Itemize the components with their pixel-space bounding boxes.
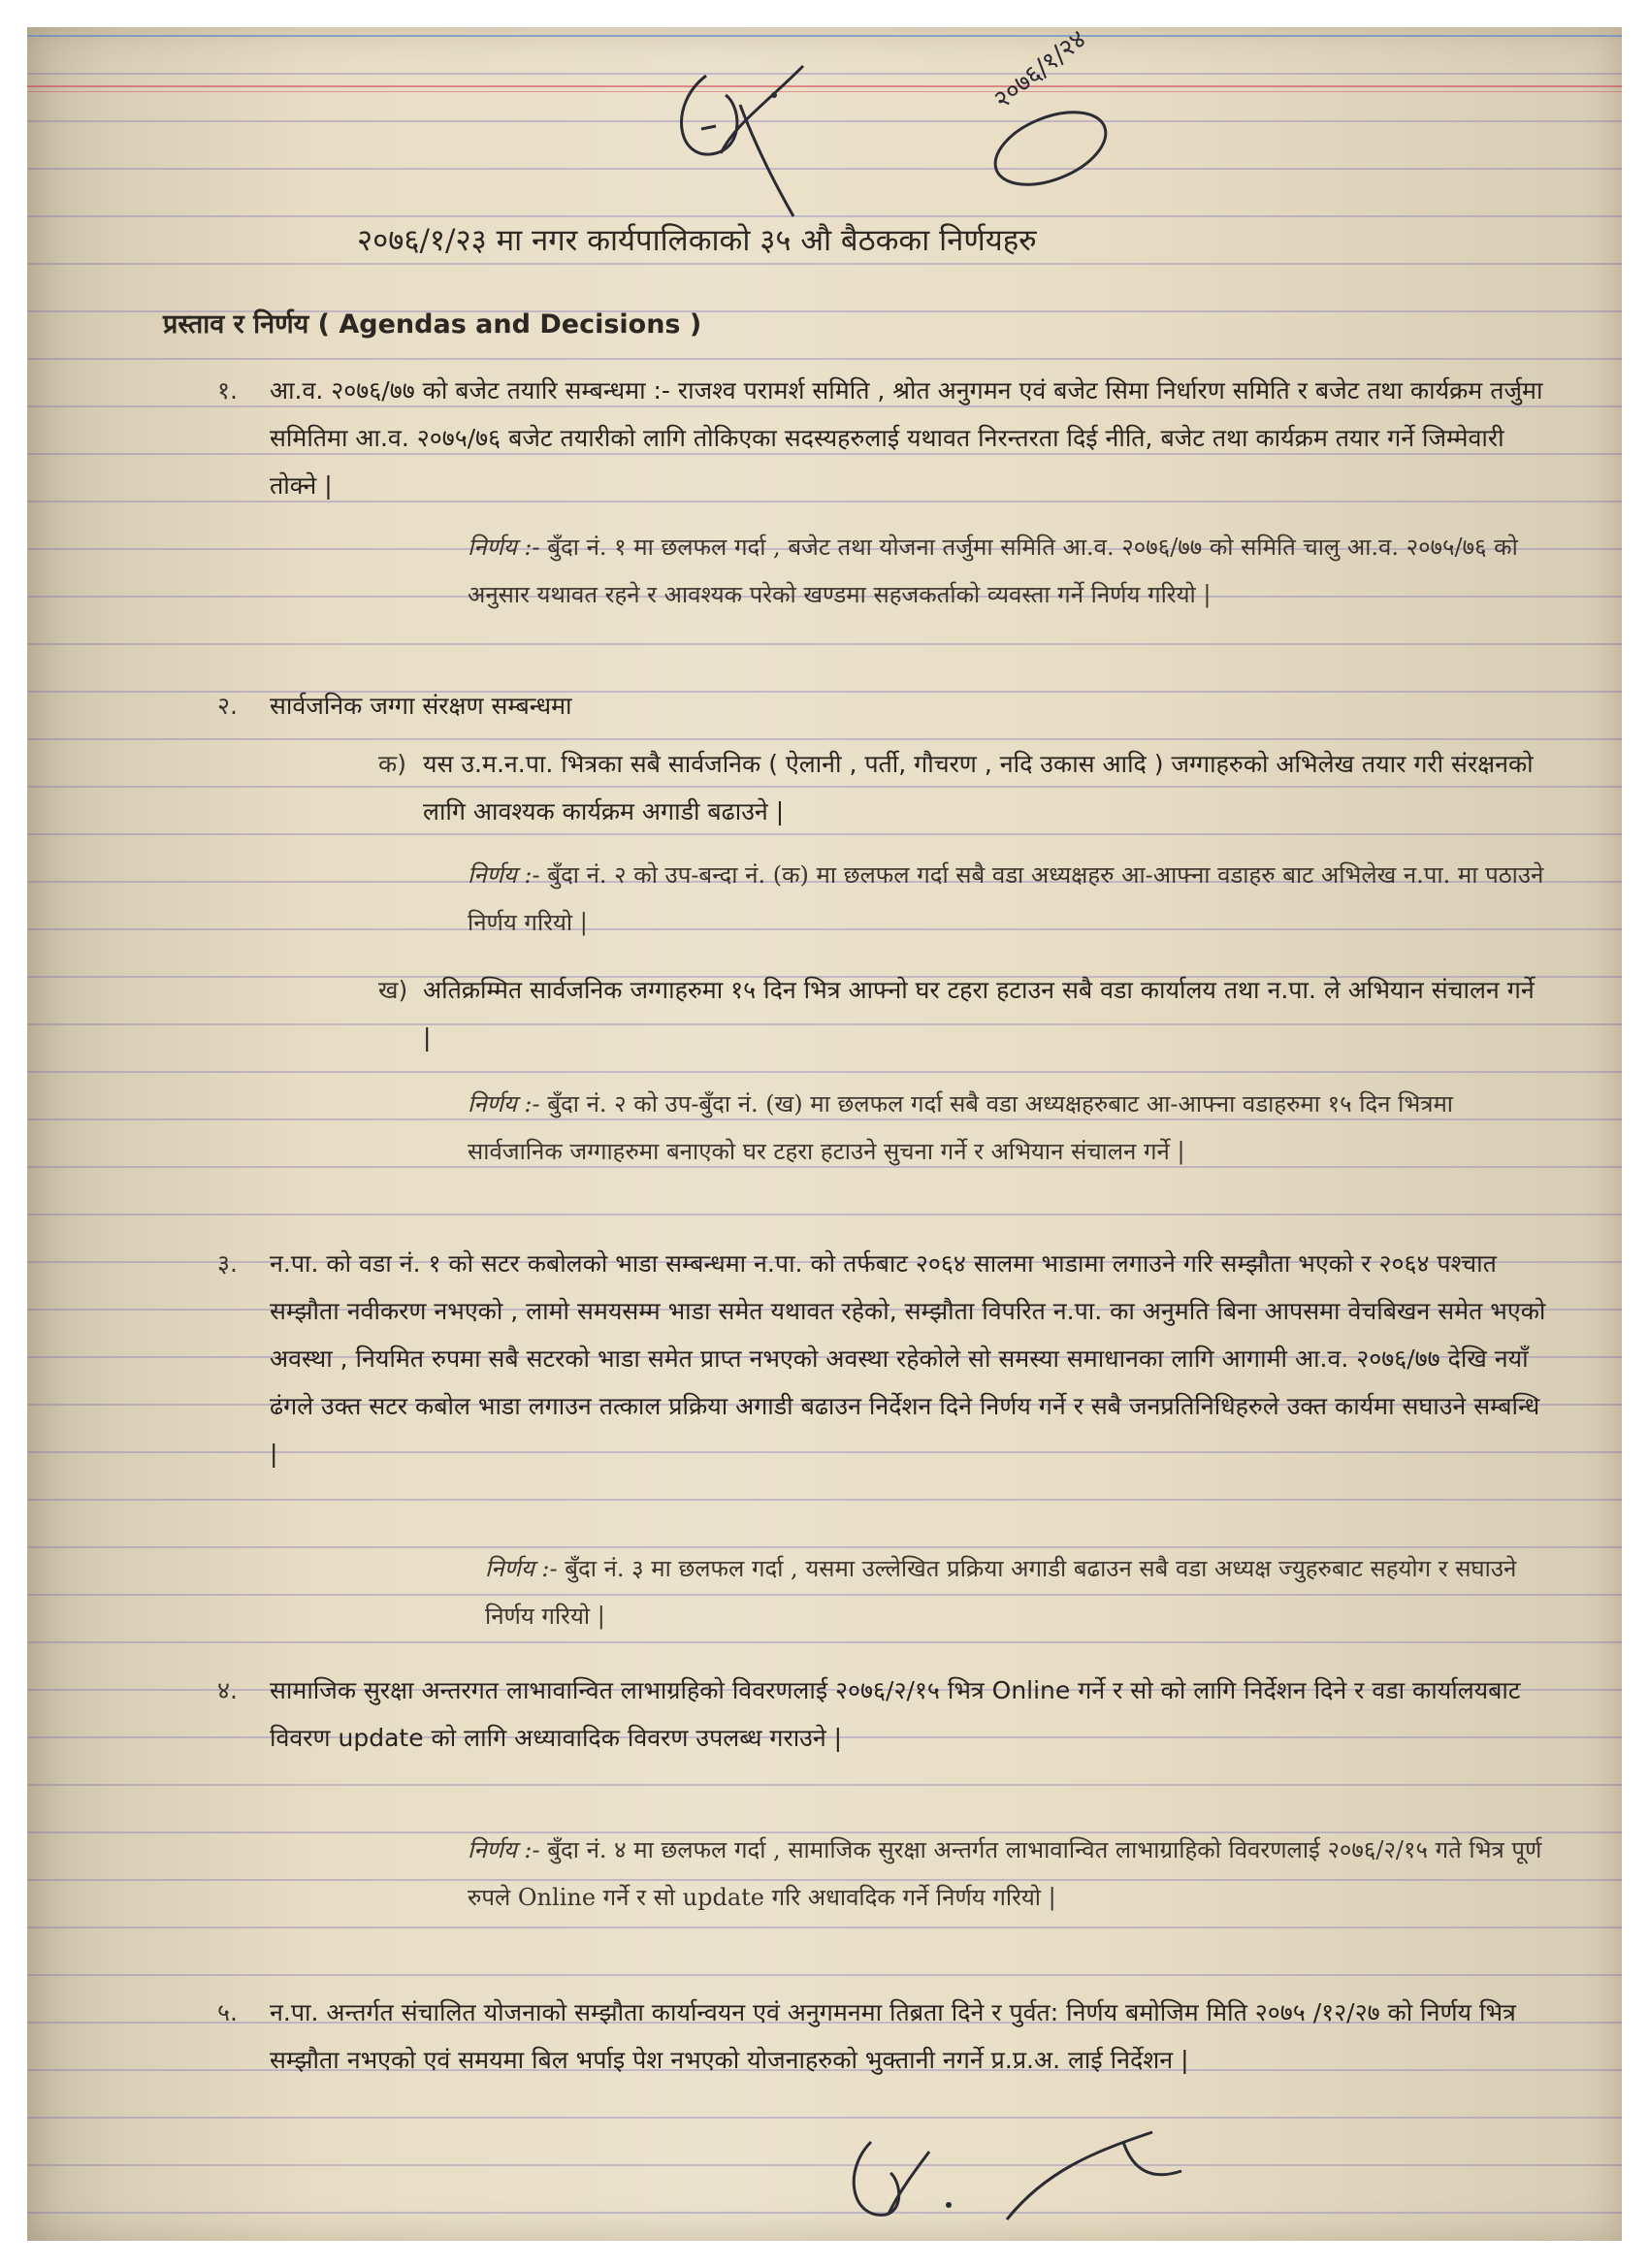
item-2-text: सार्वजनिक जग्गा संरक्षण सम्बन्धमा (270, 692, 572, 720)
item-2a-decision-label: निर्णय :- (468, 861, 540, 889)
item-1-text: आ.व. २०७६/७७ को बजेट तयारि सम्बन्धमा :- राजश्व परामर्श समिति , श्रोत अनुगमन एवं बजेट सिमा निर्धारण समिति र बजेट तथा कार्यक्रम तर्जुमा समितिमा आ.व. २०७५/७६ बजेट तयारीको लागि तोकिएका सदस्यहरुलाई यथावत निरन्तरता दिई नीति, बजेट तथा कार्यक्रम तयार गर्ने जिम्मेवारी तोक्ने | (270, 376, 1543, 500)
item-4-text: सामाजिक सुरक्षा अन्तरगत लाभावान्वित लाभाग्रहिको विवरणलाई २०७६/२/१५ भित्र Online गर्ने र सो को लागि निर्देशन दिने र वडा कार्यालयबाट विवरण update को लागि अध्यावादिक विवरण उपलब्ध गराउने | (270, 1676, 1521, 1752)
item-2a-decision (468, 852, 1554, 947)
paper-sheet (27, 24, 1622, 2241)
item-2b-decision (468, 1081, 1554, 1176)
item-5-text: न.पा. अन्तर्गत संचालित योजनाको सम्झौता कार्यान्वयन एवं अनुगमनमा तिब्रता दिने र पुर्वत: निर्णय बमोजिम मिति २०७५ /१२/२७ को निर्णय भित्र सम्झौता नभएको एवं समयमा बिल भर्पाइ पेश नभएको योजनाहरुको भुक्तानी नगर्ने प्र.प्र.अ. लाई निर्देशन | (270, 1998, 1516, 2074)
item-2b-decision-text: बुँदा नं. २ को उप-बुँदा नं. (ख) मा छलफल गर्दा सबै वडा अध्यक्षहरुबाट आ-आफ्ना वडाहरुमा १५ दिन भित्रमा सार्वजानिक जग्गाहरुमा बनाएको घर टहरा हटाउने सुचना गर्ने र अभियान संचालन गर्ने | (468, 1090, 1454, 1165)
document-content (27, 24, 1622, 2241)
item-1-number: १. (217, 376, 238, 405)
item-2-number: २. (217, 692, 238, 720)
item-3-decision (485, 1545, 1552, 1640)
section-heading: प्रस्ताव र निर्णय ( Agendas and Decisions ) (163, 309, 702, 340)
item-4-decision (468, 1827, 1554, 1922)
item-2b-decision-label: निर्णय :- (468, 1090, 540, 1118)
item-2a-text: यस उ.म.न.पा. भित्रका सबै सार्वजनिक ( ऐलानी , पर्ती, गौचरण , नदि उकास आदि ) जग्गाहरुको अभिलेख तयार गरी संरक्षनको लागि आवश्यक कार्यक्रम अगाडी बढाउने | (423, 750, 1534, 826)
item-4-number: ४. (217, 1676, 238, 1704)
item-3-decision-text: बुँदा नं. ३ मा छलफल गर्दा , यसमा उल्लेखित प्रक्रिया अगाडी बढाउन सबै वडा अध्यक्ष ज्युहरुबाट सहयोग र सघाउने निर्णय गरियो | (485, 1555, 1517, 1630)
item-3-text: न.पा. को वडा नं. १ को सटर कबोलको भाडा सम्बन्धमा न.पा. को तर्फबाट २०६४ सालमा भाडामा लगाउने गरि सम्झौता भएको र २०६४ पश्चात सम्झौता नवीकरण नभएको , लामो समयसम्म भाडा समेत यथावत रहेको, सम्झौता विपरित न.पा. का अनुमति बिना आपसमा वेचबिखन समेत भएको अवस्था , नियमित रुपमा सबै सटरको भाडा समेत प्राप्त नभएको अवस्था रहेकोले सो समस्या समाधानका लागि आगामी आ.व. २०७६/७७ देखि नयाँ ढंगले उक्त सटर कबोल भाडा लगाउन तत्काल प्रक्रिया अगाडी बढाउन निर्देशन दिने निर्णय गर्ने र सबै जनप्रतिनिधिहरुले उक्त कार्यमा सघाउने सम्बन्धि | (270, 1249, 1546, 1468)
bottom-signature (832, 2113, 1240, 2239)
item-1-decision (468, 524, 1554, 619)
item-2a-decision-text: बुँदा नं. २ को उप-बन्दा नं. (क) मा छलफल गर्दा सबै वडा अध्यक्षहरु आ-आफ्ना वडाहरु बाट अभिलेख न.पा. मा पठाउने निर्णय गरियो | (468, 861, 1544, 936)
item-4-decision-text: बुँदा नं. ४ मा छलफल गर्दा , सामाजिक सुरक्षा अन्तर्गत लाभावान्वित लाभाग्राहिको विवरणलाई २०७६/२/१५ गते भित्र पूर्ण रुपले Online गर्ने र सो update गरि अधावदिक गर्ने निर्णय गरियो | (468, 1836, 1542, 1911)
item-1-decision-text: बुँदा नं. १ मा छलफल गर्दा , बजेट तथा योजना तर्जुमा समिति आ.व. २०७६/७७ को समिति चालु आ.व. २०७५/७६ को अनुसार यथावत रहने र आवश्यक परेको खण्डमा सहजकर्ताको व्यवस्ता गर्ने निर्णय गरियो | (468, 534, 1518, 608)
item-1-decision-label: निर्णय :- (468, 534, 540, 561)
date-stamp-text: २०७६/१/२४ (987, 24, 1092, 115)
item-3-decision-label: निर्णय :- (485, 1555, 558, 1582)
item-4-decision-label: निर्णय :- (468, 1836, 540, 1863)
top-signature (648, 37, 881, 221)
item-2b-number: ख) (378, 976, 408, 1004)
item-5-number: ५. (217, 1998, 238, 2026)
page-title: २०७६/१/२३ मा नगर कार्यपालिकाको ३५ औ बैठकका निर्णयहरु (357, 223, 1037, 258)
item-2a-number: क) (378, 750, 406, 778)
item-2b-text: अतिक्रम्मित सार्वजनिक जग्गाहरुमा १५ दिन भित्र आफ्नो घर टहरा हटाउन सबै वडा कार्यालय तथा न.पा. ले अभियान संचालन गर्ने | (423, 976, 1535, 1052)
item-3-number: ३. (217, 1249, 238, 1278)
